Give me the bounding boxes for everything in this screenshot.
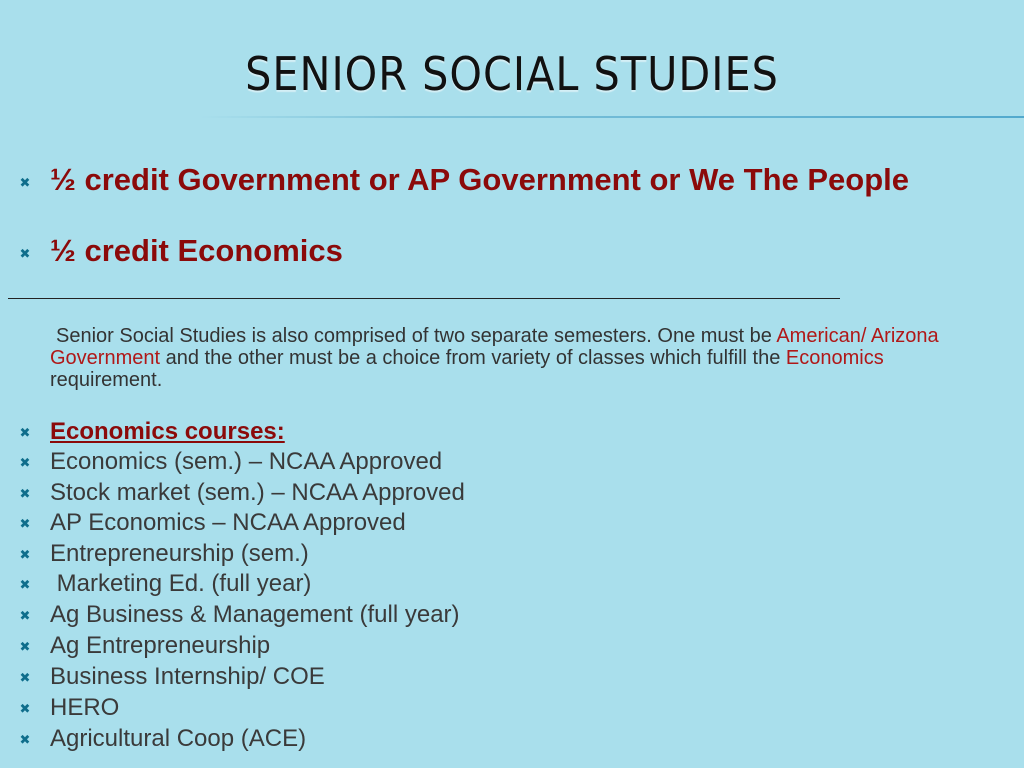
description-text-1: Senior Social Studies is also comprised of two separate semesters. One must be	[56, 325, 777, 347]
course-name: Marketing Ed. (full year)	[50, 570, 312, 597]
list-item	[50, 662, 950, 692]
x-mark-icon: ✖	[19, 176, 31, 191]
courses-heading	[50, 417, 950, 447]
requirement-government-text: ½ credit Government or AP Government or We The People	[50, 162, 910, 197]
course-name: Business Internship/ COE	[50, 663, 325, 690]
requirement-economics	[50, 233, 970, 268]
x-mark-icon: ✖	[19, 640, 31, 655]
description-highlight-economics: Economics	[785, 347, 884, 369]
slide-title	[0, 44, 1024, 104]
course-name: Agricultural Coop (ACE)	[50, 725, 307, 752]
x-mark-icon: ✖	[19, 702, 31, 717]
list-item	[50, 693, 950, 723]
course-name: AP Economics – NCAA Approved	[50, 509, 406, 536]
title-underline	[200, 116, 1024, 118]
list-item	[50, 539, 950, 569]
x-mark-icon: ✖	[19, 247, 31, 262]
description-highlight-government: American/ Arizona Government	[50, 325, 939, 369]
list-item	[50, 508, 950, 538]
course-name: Economics (sem.) – NCAA Approved	[50, 448, 443, 475]
list-item	[50, 447, 950, 477]
x-mark-icon: ✖	[19, 609, 31, 624]
x-mark-icon: ✖	[19, 548, 31, 563]
x-mark-icon: ✖	[19, 426, 31, 441]
course-name: Stock market (sem.) – NCAA Approved	[50, 479, 465, 506]
x-mark-icon: ✖	[19, 487, 31, 502]
requirement-government	[50, 162, 970, 197]
x-mark-icon: ✖	[19, 578, 31, 593]
list-item	[50, 631, 950, 661]
x-mark-icon: ✖	[19, 733, 31, 748]
courses-heading-text: Economics courses:	[50, 418, 285, 445]
course-name: Ag Business & Management (full year)	[50, 601, 460, 628]
slide-title-text: SENIOR SOCIAL STUDIES	[245, 47, 779, 101]
list-item	[50, 600, 950, 630]
course-name: Ag Entrepreneurship	[50, 632, 271, 659]
x-mark-icon: ✖	[19, 517, 31, 532]
course-name: HERO	[50, 694, 120, 721]
x-mark-icon: ✖	[19, 456, 31, 471]
list-item	[50, 569, 950, 599]
divider-line	[8, 298, 840, 299]
description-paragraph	[50, 325, 1000, 391]
x-mark-icon: ✖	[19, 671, 31, 686]
description-text-3: requirement.	[50, 369, 163, 391]
course-name: Entrepreneurship (sem.)	[50, 540, 309, 567]
description-text-2: and the other must be a choice from variety of classes which fulfill the	[160, 347, 786, 369]
requirement-economics-text: ½ credit Economics	[50, 233, 343, 268]
list-item	[50, 724, 950, 754]
list-item	[50, 478, 950, 508]
